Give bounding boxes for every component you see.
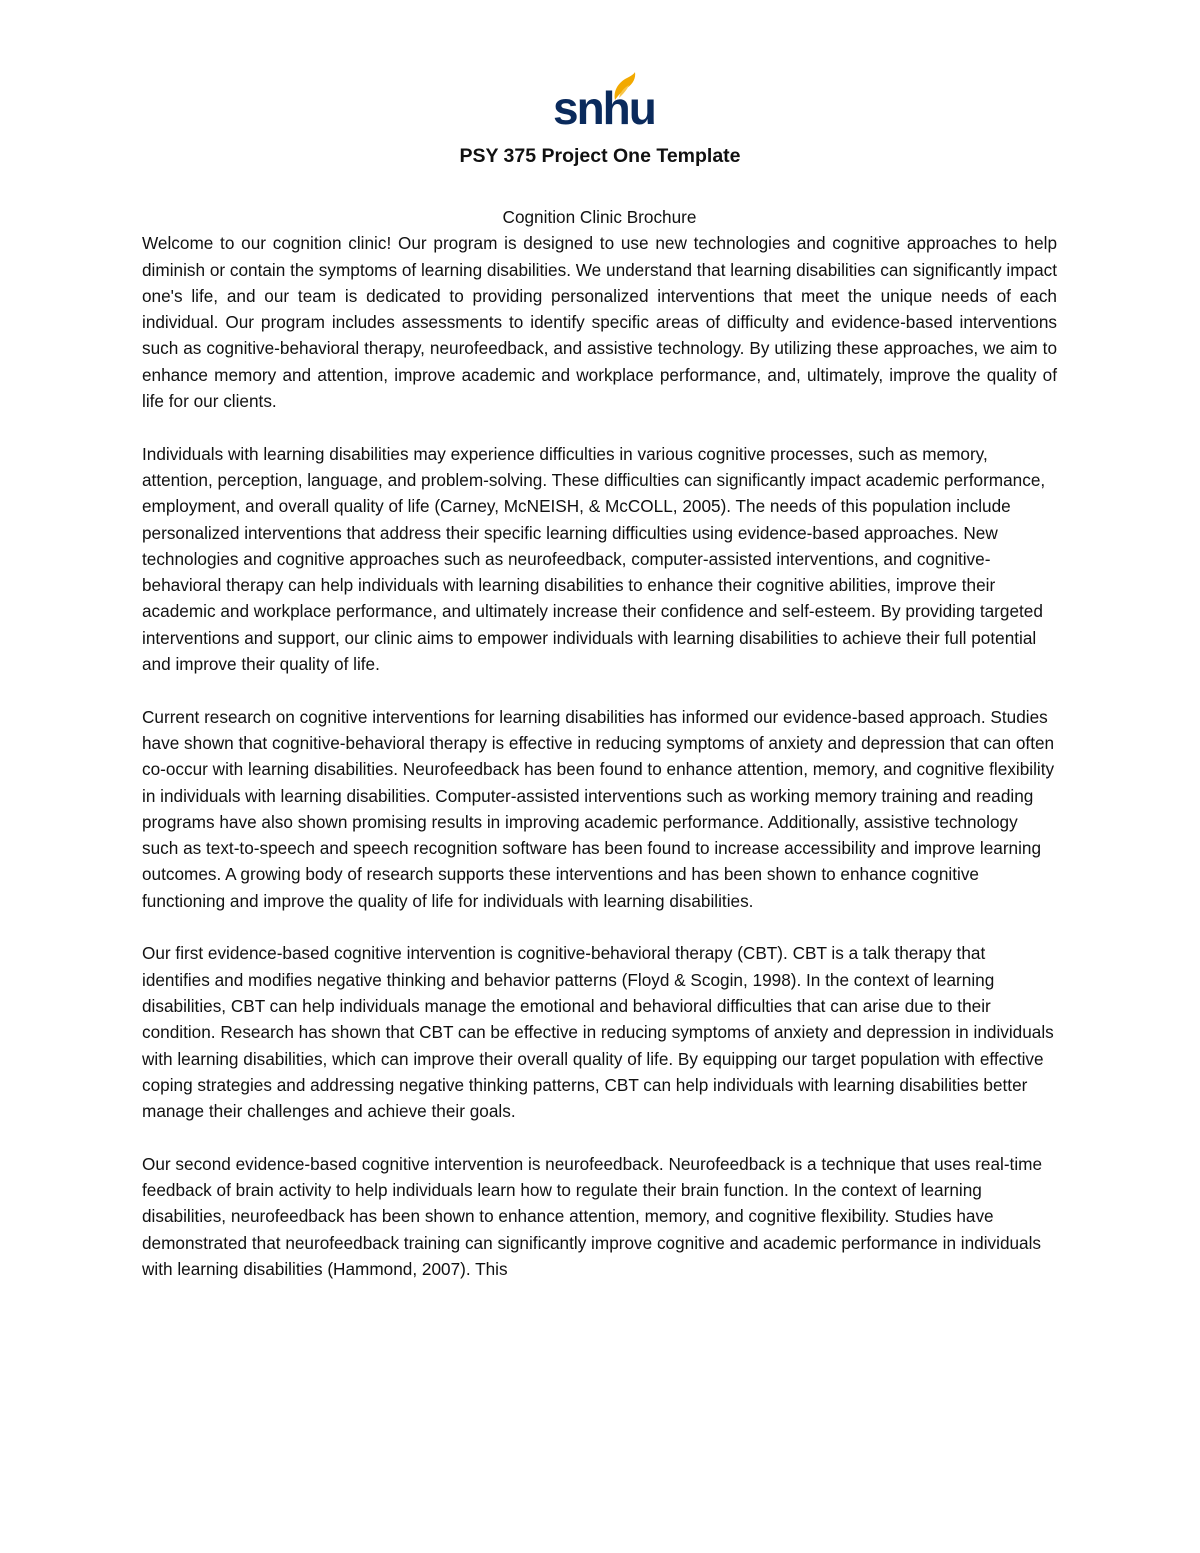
document-body [142,204,1057,1308]
snhu-logo [553,72,655,134]
document-subtitle: Cognition Clinic Brochure [502,207,697,227]
paragraph-neurofeedback-intervention: Our second evidence-based cognitive intervention is neurofeedback. Neurofeedback is a technique that uses real-time feedback of brain activity to help individuals learn how to regulate their brain function. In the context of learning disabilities, neurofeedback has been shown to enhance attention, memory, and cognitive flexibility. Studies have demonstrated that neurofeedback training can significantly improve cognitive and academic performance in individuals with learning disabilities (Hammond, 2007). This [142,1153,1043,1279]
paragraph-welcome: Welcome to our cognition clinic! Our program is designed to use new technologies and cognitive approaches to help diminish or contain the symptoms of learning disabilities. We understand that learning disabilities can significantly impact one's life, and our team is dedicated to providing personalized interventions that meet the unique needs of each individual. Our program includes assessments to identify specific areas of difficulty and evidence-based interventions such as cognitive-behavioral therapy, neurofeedback, and assistive technology. By utilizing these approaches, we aim to enhance memory and attention, improve academic and workplace performance, and, ultimately, improve the quality of life for our clients. [142,233,1057,412]
paragraph-cbt-intervention: Our first evidence-based cognitive intervention is cognitive-behavioral therapy (CBT). CBT is a talk therapy that identifies and modifies negative thinking and behavior patterns (Floyd & Scogin, 1998). In the context of learning disabilities, CBT can help individuals manage the emotional and behavioral difficulties that can arise due to their condition. Research has shown that CBT can be effective in reducing symptoms of anxiety and depression in individuals with learning disabilities, which can improve their overall quality of life. By equipping our target population with effective coping strategies and addressing negative thinking patterns, CBT can help individuals with learning disabilities better manage their challenges and achieve their goals. [142,943,1054,1122]
paragraph-current-research: Current research on cognitive interventions for learning disabilities has informed our evidence-based approach. Studies have shown that cognitive-behavioral therapy is effective in reducing symptoms of anxiety and depression that can often co-occur with learning disabilities. Neurofeedback has been found to enhance attention, memory, and cognitive flexibility in individuals with learning disabilities. Computer-assisted interventions such as working memory training and reading programs have also shown promising results in improving academic performance. Additionally, assistive technology such as text-to-speech and speech recognition software has been found to increase accessibility and improve learning outcomes. A growing body of research supports these interventions and has been shown to enhance cognitive functioning and improve the quality of life for individuals with learning disabilities. [142,706,1055,911]
paragraph-population-needs: Individuals with learning disabilities may experience difficulties in various cognitive processes, such as memory, attention, perception, language, and problem-solving. These difficulties can significantly impact academic performance, employment, and overall quality of life (Carney, McNEISH, & McCOLL, 2005). The needs of this population include personalized interventions that address their specific learning difficulties using evidence-based approaches. New technologies and cognitive approaches such as neurofeedback, computer-assisted interventions, and cognitive-behavioral therapy can help individuals with learning disabilities to enhance their cognitive abilities, improve their academic and workplace performance, and ultimately increase their confidence and self-esteem. By providing targeted interventions and support, our clinic aims to empower individuals with learning disabilities to achieve their full potential and improve their quality of life. [142,443,1046,675]
logo-wordmark: snhu [553,82,655,134]
page-title: PSY 375 Project One Template [459,145,741,167]
